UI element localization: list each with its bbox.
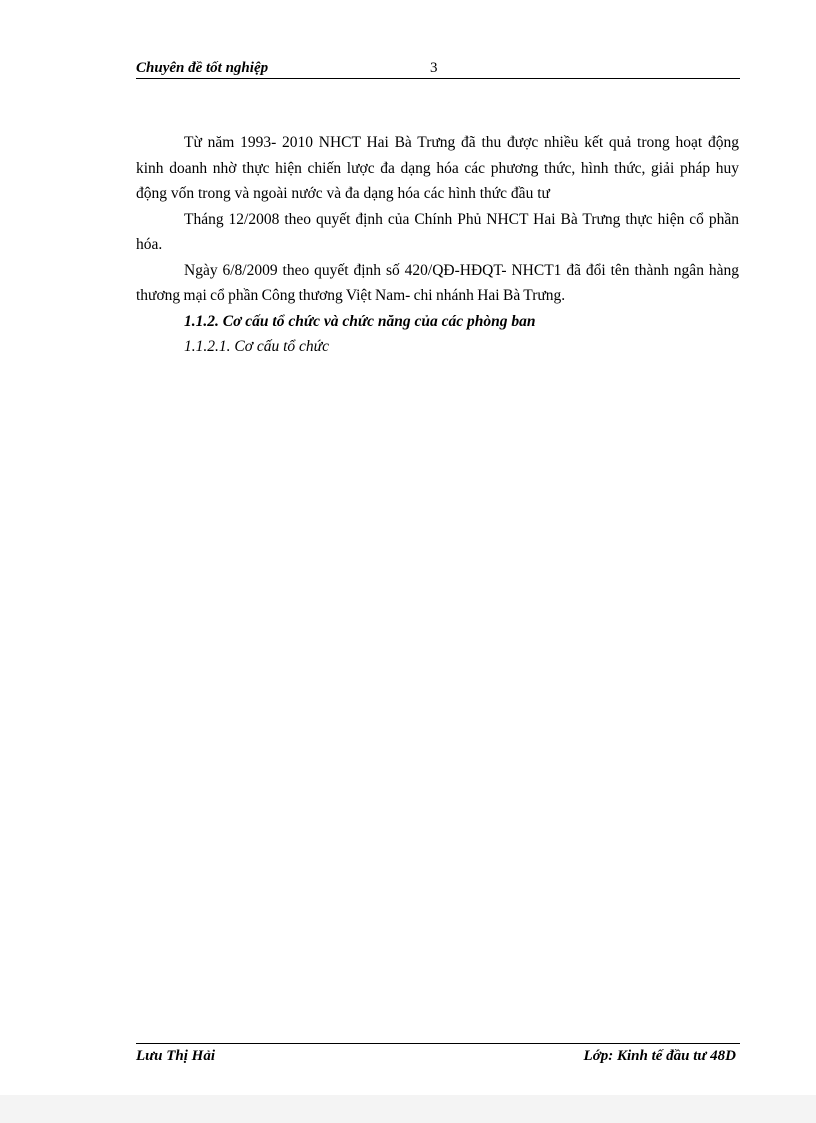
paragraph-history: Từ năm 1993- 2010 NHCT Hai Bà Trưng đã thu được nhiều kết quả trong hoạt động kinh doanh nhờ thực hiện chiến lược đa dạng hóa các phương thức, hình thức, giải pháp huy động vốn trong và ngoài nước và đa dạng hóa các hình thức đầu tư [136, 134, 739, 202]
page-bottom-margin [0, 1095, 816, 1123]
paragraph-renaming: Ngày 6/8/2009 theo quyết định số 420/QĐ-HĐQT- NHCT1 đã đổi tên thành ngân hàng thương mại cổ phần Công thương Việt Nam- chi nhánh Hai Bà Trưng. [136, 261, 739, 304]
footer-class: Lớp: Kinh tế đầu tư 48D [583, 1048, 736, 1064]
subsection-heading: 1.1.2.1. Cơ cấu tổ chức [184, 338, 330, 355]
footer-author: Lưu Thị Hải [136, 1048, 215, 1064]
page-header [136, 58, 740, 79]
header-title: Chuyên đề tốt nghiệp [136, 60, 269, 76]
page-footer [136, 1043, 740, 1068]
page-number: 3 [430, 60, 438, 76]
body-text [136, 130, 739, 360]
paragraph-equitization: Tháng 12/2008 theo quyết định của Chính Phủ NHCT Hai Bà Trưng thực hiện cổ phần hóa. [136, 210, 739, 253]
section-heading: 1.1.2. Cơ cấu tổ chức và chức năng của các phòng ban [184, 312, 536, 330]
